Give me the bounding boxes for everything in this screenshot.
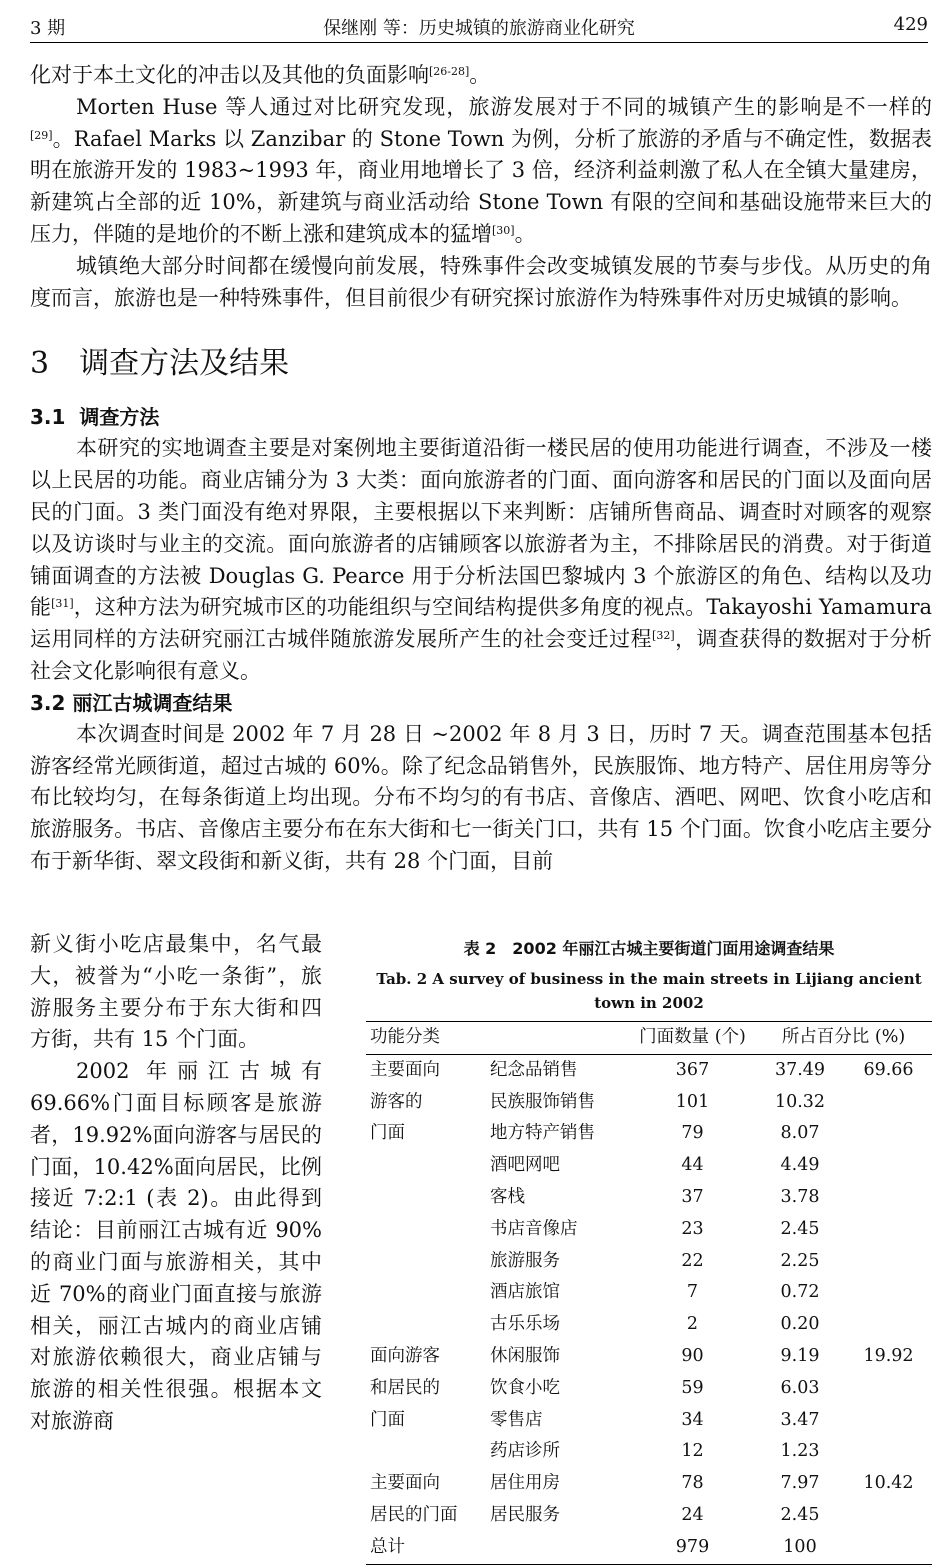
table-cell	[366, 1277, 490, 1309]
table-cell	[845, 1373, 932, 1405]
table-row	[366, 1405, 932, 1437]
table-cell: 零售店	[490, 1409, 543, 1430]
table-caption-en: Tab. 2 A survey of business in the main streets in Lijiang ancient town in 2002	[376, 970, 922, 1012]
table-cell	[845, 1436, 932, 1468]
table-cell: 44	[681, 1155, 704, 1176]
table-cell: 饮食小吃	[490, 1377, 560, 1398]
table-row	[366, 1150, 932, 1182]
table-cell: 69.66	[863, 1059, 914, 1080]
table-cell	[366, 1182, 490, 1214]
table-cell: 纪念品销售	[490, 1059, 578, 1080]
table-cell: 78	[681, 1473, 704, 1494]
section-heading: 3 调查方法及结果	[30, 346, 290, 382]
table-cell: 6.03	[780, 1377, 820, 1398]
table-cell: 游客的	[370, 1091, 423, 1112]
paragraph: 化对于本土文化的冲击以及其他的负面影响[26-28]。	[30, 63, 491, 87]
table-cell: 24	[681, 1504, 704, 1525]
table-cell: 0.20	[780, 1314, 820, 1335]
table-cell: 3.78	[780, 1186, 820, 1207]
table-cell: 19.92	[863, 1345, 914, 1366]
table-header-row	[366, 1022, 932, 1055]
table-cell: 门面	[370, 1123, 405, 1144]
table-cell	[490, 1532, 630, 1564]
table-cell: 9.19	[780, 1345, 820, 1366]
body-text	[30, 60, 932, 878]
table-cell: 7.97	[780, 1473, 820, 1494]
table-cell: 10.42	[863, 1473, 914, 1494]
table-cell: 8.07	[780, 1123, 820, 1144]
paragraph: 城镇绝大部分时间都在缓慢向前发展，特殊事件会改变城镇发展的节奏与步伐。从历史的角度而言，旅游也是一种特殊事件，但目前很少有研究探讨旅游作为特殊事件对历史城镇的影响。	[30, 253, 932, 310]
paragraph: 2002 年丽江古城有 69.66%门面目标顾客是旅游者，19.92%面向游客与居民的门面，10.42%面向居民，比例接近 7:2:1 (表 2)。由此得到结论：目前丽江古城有近 90%的商业门面与旅游相关，其中近 70%的商业门面直接与旅游相关，丽江古城内的商业店铺对旅游依赖很大，商业店铺与旅游的相关性很强。根据本文对旅游商	[30, 1059, 322, 1433]
table-cell: 90	[681, 1345, 704, 1366]
column-header	[490, 1022, 630, 1055]
table-cell: 100	[783, 1536, 817, 1557]
citation: [30]	[492, 223, 515, 237]
table-cell: 34	[681, 1409, 704, 1430]
column-header: 功能分类	[366, 1022, 490, 1055]
table-row	[366, 1182, 932, 1214]
paragraph: 本研究的实地调查主要是对案例地主要街道沿街一楼民居的使用功能进行调查，不涉及一楼以上民居的功能。商业店铺分为 3 大类：面向旅游者的门面、面向游客和居民的门面以及面向居民的门面。3 类门面没有绝对界限，主要根据以下来判断：店铺所售商品、调查时对顾客的观察以及访谈时与业主的交流。面向旅游者的店铺顾客以旅游者为主，不排除居民的消费。对于街道铺面调查的方法被 Douglas G. Pearce 用于分析法国巴黎城内 3 个旅游区的角色、结构以及功能[31]，这种方法为研究城市区的功能组织与空间结构提供多角度的视点。Takayoshi Yamamura 运用同样的方法研究丽江古城伴随旅游发展所产生的社会变迁过程[32]，调查获得的数据对于分析社会文化影响很有意义。	[30, 436, 933, 683]
table-row	[366, 1373, 932, 1405]
table-cell: 古乐乐场	[490, 1314, 560, 1335]
table-cell: 37	[681, 1186, 704, 1207]
table-cell: 总计	[370, 1536, 405, 1557]
citation: [29]	[30, 128, 53, 142]
issue-number: 3 期	[30, 18, 66, 39]
table-cell	[845, 1405, 932, 1437]
table-cell: 2.25	[780, 1250, 820, 1271]
table-cell: 门面	[370, 1409, 405, 1430]
subsection-heading: 3.2 丽江古城调查结果	[30, 690, 233, 715]
citation: [31]	[51, 597, 74, 611]
left-text-column	[30, 929, 322, 1438]
paragraph: 新义街小吃店最集中，名气最大，被誉为“小吃一条街”，旅游服务主要分布于东大街和四方街，共有 15 个门面。	[30, 932, 322, 1052]
table-cell: 酒吧网吧	[490, 1155, 560, 1176]
table-cell: 22	[681, 1250, 704, 1271]
table-row	[366, 1500, 932, 1532]
table-cell: 367	[675, 1059, 710, 1080]
table-cell: 地方特产销售	[490, 1123, 595, 1144]
table-cell	[845, 1150, 932, 1182]
subsection-heading: 3.1 调查方法	[30, 405, 160, 430]
table-cell: 0.72	[780, 1282, 820, 1303]
table-cell: 2.45	[780, 1218, 820, 1239]
table-row	[366, 1468, 932, 1500]
table-cell: 7	[686, 1282, 699, 1303]
table-cell	[845, 1500, 932, 1532]
table-cell: 59	[681, 1377, 704, 1398]
table-row	[366, 1436, 932, 1468]
paragraph: Morten Huse 等人通过对比研究发现，旅游发展对于不同的城镇产生的影响是不一样的[29]。Rafael Marks 以 Zanzibar 的 Stone Town 为例，分析了旅游的矛盾与不确定性，数据表明在旅游开发的 1983~1993 年，商业用地增长了 3 倍，经济利益刺激了私人在全镇大量建房，新建筑占全部的近 10%，新建筑与商业活动给 Stone Town 有限的空间和基础设施带来巨大的压力，伴随的是地价的不断上涨和建筑成本的猛增[30]。	[30, 94, 932, 246]
table-row	[366, 1309, 932, 1341]
table-row	[366, 1246, 932, 1278]
table-row	[366, 1118, 932, 1150]
table-row	[366, 1532, 932, 1564]
table-cell: 居民的门面	[370, 1504, 458, 1525]
table-cell	[845, 1309, 932, 1341]
two-column-region	[30, 929, 932, 1565]
table-caption-cn: 表 2 2002 年丽江古城主要街道门面用途调查结果	[463, 939, 835, 958]
table-cell	[845, 1246, 932, 1278]
table-cell: 37.49	[774, 1059, 826, 1080]
running-title: 保继刚 等：历史城镇的旅游商业化研究	[323, 18, 635, 39]
table-row	[366, 1277, 932, 1309]
table-cell	[366, 1150, 490, 1182]
table-cell: 酒店旅馆	[490, 1282, 560, 1303]
table-cell: 2.45	[780, 1504, 820, 1525]
table-cell	[366, 1214, 490, 1246]
table-cell	[845, 1087, 932, 1119]
table-cell	[845, 1214, 932, 1246]
table-cell: 客栈	[490, 1186, 525, 1207]
page-header	[30, 8, 928, 43]
table-row	[366, 1214, 932, 1246]
table-cell: 3.47	[780, 1409, 820, 1430]
table-cell: 书店音像店	[490, 1218, 578, 1239]
table-row	[366, 1054, 932, 1086]
column-header: 门面数量 (个)	[630, 1022, 755, 1055]
table-cell: 101	[675, 1091, 710, 1112]
table-block	[366, 937, 932, 1565]
table-cell: 主要面向	[370, 1059, 440, 1080]
table-cell: 2	[686, 1314, 699, 1335]
page-number: 429	[893, 14, 928, 35]
table-cell	[845, 1118, 932, 1150]
table-cell	[845, 1182, 932, 1214]
table-row	[366, 1087, 932, 1119]
table-cell: 1.23	[780, 1441, 820, 1462]
table-cell: 面向游客	[370, 1345, 440, 1366]
table-cell: 4.49	[780, 1155, 820, 1176]
paragraph: 本次调查时间是 2002 年 7 月 28 日 ~2002 年 8 月 3 日，历时 7 天。调查范围基本包括游客经常光顾街道，超过古城的 60%。除了纪念品销售外，民族服饰、地方特产、居住用房等分布比较均匀，在每条街道上均出现。分布不均匀的有书店、音像店、酒吧、网吧、饮食小吃店和旅游服务。书店、音像店主要分布在东大街和七一街关门口，共有 15 个门面。饮食小吃店主要分布于新华街、翠文段街和新义街，共有 28 个门面，目前	[30, 721, 932, 873]
table-cell: 79	[681, 1123, 704, 1144]
table-cell	[366, 1309, 490, 1341]
table-cell: 民族服饰销售	[490, 1091, 595, 1112]
table-cell: 和居民的	[370, 1377, 440, 1398]
table-cell: 居住用房	[490, 1473, 560, 1494]
column-header: 所占百分比 (%)	[755, 1022, 932, 1055]
table-cell	[845, 1532, 932, 1564]
table-cell	[366, 1246, 490, 1278]
table-cell	[845, 1277, 932, 1309]
table-cell: 10.32	[774, 1091, 826, 1112]
table-cell	[366, 1436, 490, 1468]
table-cell: 休闲服饰	[490, 1345, 560, 1366]
table-cell: 12	[681, 1441, 704, 1462]
citation: [32]	[652, 629, 675, 643]
table-row	[366, 1341, 932, 1373]
table-cell: 旅游服务	[490, 1250, 560, 1271]
table-cell: 979	[675, 1536, 710, 1557]
table-cell: 药店诊所	[490, 1441, 560, 1462]
table-cell: 居民服务	[490, 1504, 560, 1525]
data-table	[366, 1021, 932, 1565]
citation: [26-28]	[429, 65, 470, 78]
table-cell: 主要面向	[370, 1473, 440, 1494]
table-cell: 23	[681, 1218, 704, 1239]
